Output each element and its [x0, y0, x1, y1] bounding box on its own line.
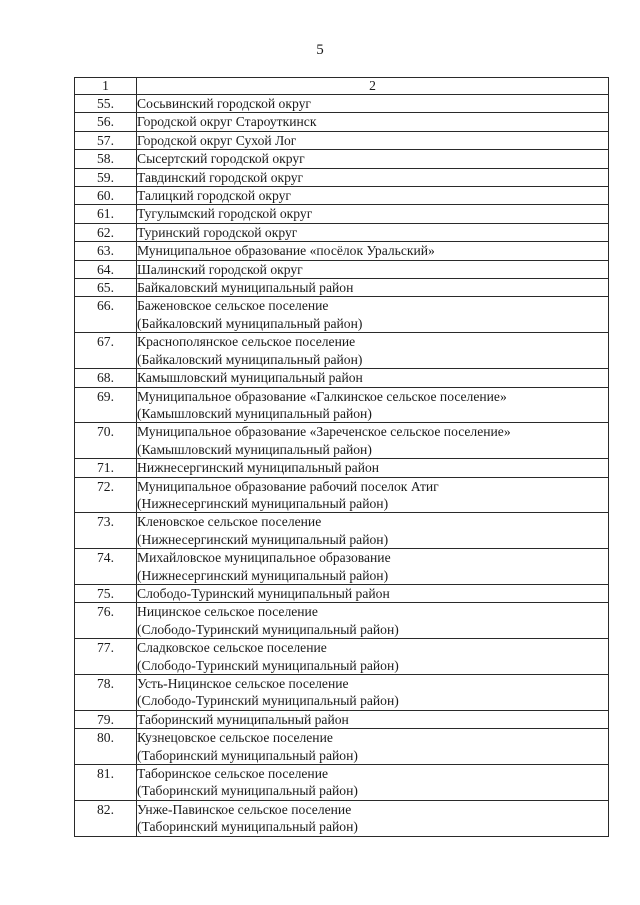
- municipality-name-line: Муниципальное образование «Зареченское сельское поселение»: [137, 424, 511, 440]
- table-row: [75, 131, 609, 149]
- table-row: [75, 242, 609, 260]
- row-number: 77.: [75, 639, 137, 675]
- municipality-name: [137, 223, 609, 241]
- row-number: 70.: [75, 423, 137, 459]
- table-row: [75, 584, 609, 602]
- row-number: 62.: [75, 223, 137, 241]
- municipality-parent-district-line: (Байкаловский муниципальный район): [137, 351, 363, 367]
- table-row: [75, 279, 609, 297]
- municipality-name: [137, 765, 609, 801]
- municipality-name-line: Камышловский муниципальный район: [137, 370, 363, 386]
- municipality-name-line: Сысертский городской округ: [137, 151, 305, 167]
- table-row: [75, 387, 609, 423]
- table-row: [75, 423, 609, 459]
- municipality-parent-district-line: (Таборинский муниципальный район): [137, 819, 358, 835]
- municipality-name: [137, 387, 609, 423]
- column-header-name: 2: [137, 78, 609, 95]
- municipality-name: [137, 477, 609, 513]
- table-row: [75, 113, 609, 131]
- row-number: 67.: [75, 333, 137, 369]
- table-row: [75, 95, 609, 113]
- municipality-name: [137, 675, 609, 711]
- municipalities-table: [74, 77, 609, 837]
- row-number: 59.: [75, 168, 137, 186]
- municipality-name-line: Унже-Павинское сельское поселение: [137, 801, 352, 817]
- row-number: 55.: [75, 95, 137, 113]
- row-number: 78.: [75, 675, 137, 711]
- table-row: [75, 168, 609, 186]
- municipality-name: [137, 131, 609, 149]
- table-row: [75, 150, 609, 168]
- table-row: [75, 333, 609, 369]
- municipality-name-line: Муниципальное образование рабочий поселок Атиг: [137, 478, 439, 494]
- municipality-name: [137, 549, 609, 585]
- table-row: [75, 223, 609, 241]
- municipality-name-line: Усть-Ницинское сельское поселение: [137, 676, 349, 691]
- municipality-name-line: Муниципальное образование «посёлок Уральский»: [137, 243, 435, 259]
- municipality-name-line: Слободо-Туринский муниципальный район: [137, 585, 390, 601]
- municipality-name-line: Муниципальное образование «Галкинское сельское поселение»: [137, 388, 507, 404]
- table-row: [75, 765, 609, 801]
- row-number: 65.: [75, 279, 137, 297]
- municipality-name-line: Шалинский городской округ: [137, 261, 303, 277]
- municipality-name: [137, 150, 609, 168]
- municipality-name: [137, 710, 609, 728]
- municipality-name-line: Кленовское сельское поселение: [137, 514, 322, 530]
- table-row: [75, 260, 609, 278]
- municipality-name-line: Городской округ Староуткинск: [137, 114, 317, 130]
- municipality-name: [137, 639, 609, 675]
- table-body: [75, 95, 609, 837]
- municipality-parent-district-line: (Нижнесергинский муниципальный район): [137, 495, 389, 511]
- municipality-name: [137, 168, 609, 186]
- municipality-name: [137, 423, 609, 459]
- municipality-name: [137, 333, 609, 369]
- row-number: 56.: [75, 113, 137, 131]
- row-number: 71.: [75, 459, 137, 477]
- municipality-name-line: Туринский городской округ: [137, 224, 298, 240]
- row-number: 60.: [75, 187, 137, 205]
- row-number: 82.: [75, 800, 137, 836]
- row-number: 80.: [75, 729, 137, 765]
- table-header-row: [75, 78, 609, 95]
- municipality-parent-district-line: (Байкаловский муниципальный район): [137, 315, 363, 331]
- table-row: [75, 729, 609, 765]
- table-row: [75, 205, 609, 223]
- municipality-name-line: Краснополянское сельское поселение: [137, 334, 356, 350]
- municipality-parent-district-line: (Слободо-Туринский муниципальный район): [137, 693, 399, 709]
- municipality-name-line: Михайловское муниципальное образование: [137, 550, 391, 566]
- municipality-parent-district-line: (Слободо-Туринский муниципальный район): [137, 657, 399, 673]
- row-number: 61.: [75, 205, 137, 223]
- table-row: [75, 297, 609, 333]
- municipality-name-line: Сладковское сельское поселение: [137, 640, 327, 656]
- municipality-name-line: Таборинское сельское поселение: [137, 766, 329, 782]
- municipality-name: [137, 800, 609, 836]
- municipality-name: [137, 603, 609, 639]
- municipality-name-line: Нижнесергинский муниципальный район: [137, 460, 380, 476]
- municipality-name: [137, 205, 609, 223]
- municipality-name: [137, 113, 609, 131]
- table-row: [75, 549, 609, 585]
- municipality-parent-district-line: (Камышловский муниципальный район): [137, 405, 372, 421]
- municipality-name: [137, 369, 609, 387]
- municipality-parent-district-line: (Нижнесергинский муниципальный район): [137, 567, 389, 583]
- row-number: 66.: [75, 297, 137, 333]
- municipality-name-line: Ницинское сельское поселение: [137, 604, 318, 620]
- row-number: 69.: [75, 387, 137, 423]
- table-row: [75, 477, 609, 513]
- municipality-name-line: Таборинский муниципальный район: [137, 711, 349, 727]
- row-number: 57.: [75, 131, 137, 149]
- table-row: [75, 513, 609, 549]
- row-number: 76.: [75, 603, 137, 639]
- municipality-parent-district-line: (Камышловский муниципальный район): [137, 441, 372, 457]
- municipality-name: [137, 297, 609, 333]
- table-row: [75, 675, 609, 711]
- row-number: 79.: [75, 710, 137, 728]
- table-row: [75, 369, 609, 387]
- row-number: 75.: [75, 584, 137, 602]
- municipality-name: [137, 584, 609, 602]
- row-number: 63.: [75, 242, 137, 260]
- municipality-name: [137, 95, 609, 113]
- municipality-name-line: Байкаловский муниципальный район: [137, 280, 354, 296]
- municipality-name: [137, 187, 609, 205]
- municipality-name: [137, 242, 609, 260]
- municipality-parent-district-line: (Слободо-Туринский муниципальный район): [137, 621, 399, 637]
- table-row: [75, 710, 609, 728]
- municipality-name: [137, 260, 609, 278]
- row-number: 73.: [75, 513, 137, 549]
- table-row: [75, 187, 609, 205]
- municipality-name-line: Городской округ Сухой Лог: [137, 132, 297, 148]
- municipality-name-line: Тугулымский городской округ: [137, 206, 313, 222]
- municipality-name-line: Баженовское сельское поселение: [137, 298, 329, 314]
- table-row: [75, 800, 609, 836]
- table-row: [75, 603, 609, 639]
- municipality-parent-district-line: (Таборинский муниципальный район): [137, 783, 358, 799]
- page-number: 5: [316, 42, 324, 58]
- row-number: 81.: [75, 765, 137, 801]
- row-number: 74.: [75, 549, 137, 585]
- column-header-number: 1: [75, 78, 137, 95]
- municipality-name: [137, 279, 609, 297]
- municipality-name-line: Тавдинский городской округ: [137, 169, 304, 185]
- row-number: 58.: [75, 150, 137, 168]
- municipality-name-line: Сосьвинский городской округ: [137, 96, 311, 111]
- table-row: [75, 639, 609, 675]
- municipality-name: [137, 459, 609, 477]
- municipality-parent-district-line: (Нижнесергинский муниципальный район): [137, 531, 389, 547]
- row-number: 64.: [75, 260, 137, 278]
- municipality-name: [137, 729, 609, 765]
- municipality-name-line: Талицкий городской округ: [137, 188, 291, 204]
- row-number: 72.: [75, 477, 137, 513]
- municipality-name-line: Кузнецовское сельское поселение: [137, 730, 333, 746]
- municipality-name: [137, 513, 609, 549]
- municipality-parent-district-line: (Таборинский муниципальный район): [137, 747, 358, 763]
- row-number: 68.: [75, 369, 137, 387]
- table-row: [75, 459, 609, 477]
